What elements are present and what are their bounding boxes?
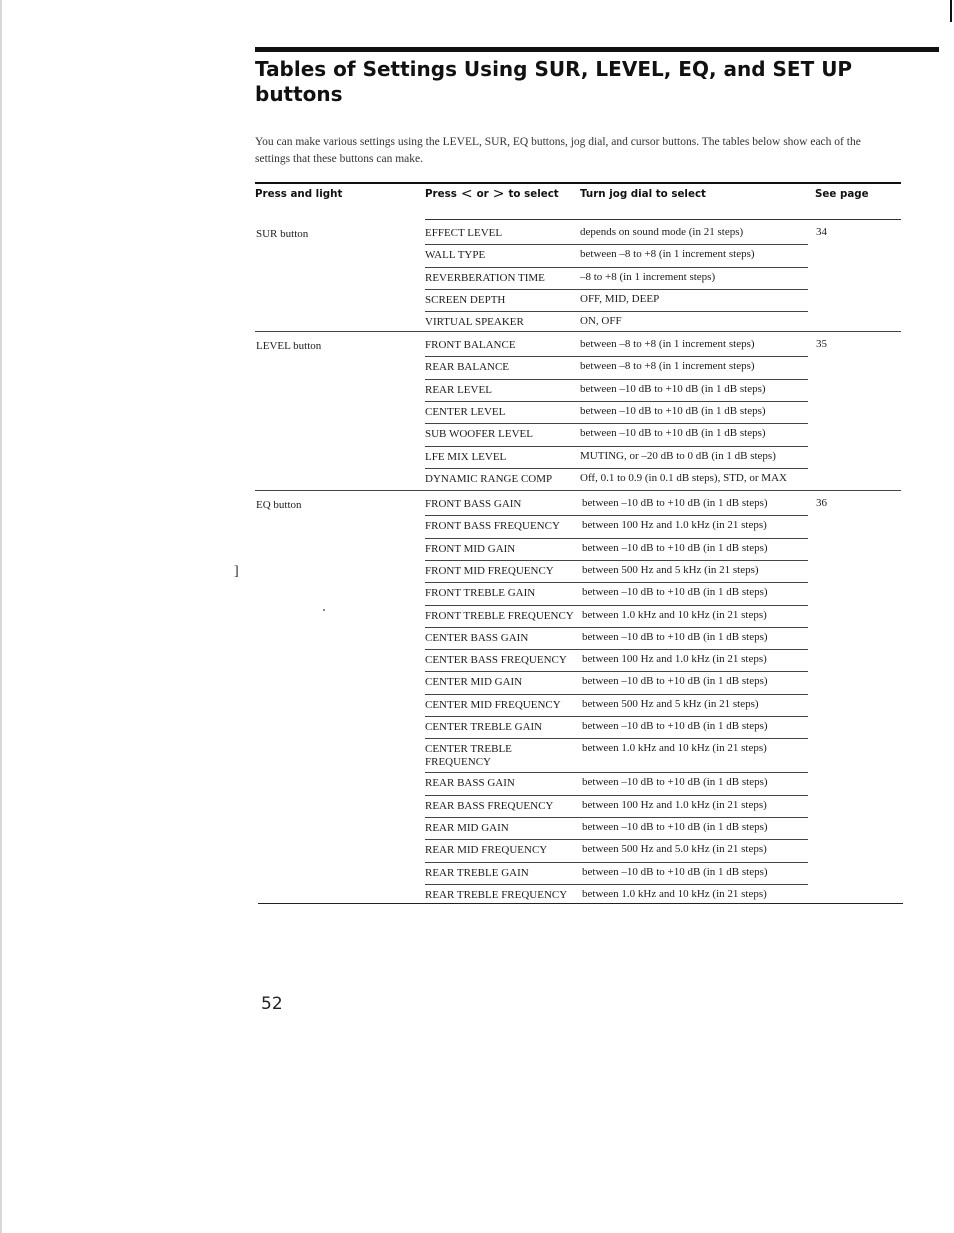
row-divider — [425, 817, 808, 818]
row-divider — [425, 560, 808, 561]
row-divider — [425, 401, 808, 402]
column-header-press-prefix: Press — [425, 188, 457, 200]
header-underline — [425, 219, 901, 220]
setting-name: FRONT BASS GAIN — [425, 498, 522, 510]
setting-range: MUTING, or –20 dB to 0 dB (in 1 dB steps) — [580, 449, 776, 462]
setting-name: REAR TREBLE FREQUENCY — [425, 888, 568, 901]
setting-range: between 100 Hz and 1.0 kHz (in 21 steps) — [582, 798, 767, 811]
column-header-see-page-label: See page — [815, 188, 869, 200]
group-divider — [255, 331, 901, 332]
page-reference: 35 — [816, 338, 827, 350]
row-divider — [425, 515, 808, 516]
setting-name: CENTER MID FREQUENCY — [425, 698, 561, 711]
setting-range: between –10 dB to +10 dB (in 1 dB steps) — [580, 404, 766, 417]
setting-name: REAR LEVEL — [425, 383, 492, 396]
setting-range: ON, OFF — [580, 315, 622, 328]
setting-name: REAR MID GAIN — [425, 821, 509, 834]
scan-speck — [323, 609, 325, 611]
column-header-press-and-light — [255, 188, 342, 200]
row-divider — [425, 289, 808, 290]
setting-range: between 500 Hz and 5 kHz (in 21 steps) — [582, 697, 759, 710]
row-divider — [425, 244, 808, 245]
group-button-label: EQ button — [256, 499, 302, 511]
table-bottom-rule — [258, 903, 903, 904]
setting-range: between 100 Hz and 1.0 kHz (in 21 steps) — [582, 519, 767, 532]
row-divider — [425, 538, 808, 539]
setting-name: EFFECT LEVEL — [425, 227, 503, 239]
setting-name: REAR BASS FREQUENCY — [425, 799, 554, 812]
setting-name: FRONT TREBLE FREQUENCY — [425, 609, 574, 622]
page-reference: 36 — [816, 497, 827, 509]
setting-name: CENTER TREBLE GAIN — [425, 721, 543, 733]
setting-name: CENTER MID GAIN — [425, 676, 523, 689]
row-divider — [425, 468, 808, 469]
column-header-press-or: or — [476, 188, 489, 200]
row-divider — [425, 862, 808, 863]
row-divider — [425, 738, 808, 739]
section-rule — [255, 47, 939, 52]
column-header-press-select — [425, 188, 559, 200]
group-button-label: SUR button — [256, 228, 309, 240]
row-divider — [425, 605, 808, 606]
setting-range: –8 to +8 (in 1 increment steps) — [580, 270, 716, 283]
setting-range: between –8 to +8 (in 1 increment steps) — [580, 338, 755, 350]
setting-range: depends on sound mode (in 21 steps) — [580, 226, 744, 238]
setting-range: between 100 Hz and 1.0 kHz (in 21 steps) — [582, 653, 767, 666]
margin-bracket-mark: ] — [234, 564, 239, 579]
scan-edge — [0, 0, 2, 1233]
setting-name: SUB WOOFER LEVEL — [425, 428, 533, 441]
setting-name: WALL TYPE — [425, 249, 486, 262]
setting-range: between –8 to +8 (in 1 increment steps) — [580, 248, 755, 261]
crop-mark — [950, 0, 952, 22]
setting-range: between –10 dB to +10 dB (in 1 dB steps) — [580, 427, 766, 440]
setting-range: between –10 dB to +10 dB (in 1 dB steps) — [582, 820, 768, 833]
intro-paragraph: You can make various settings using the LEVEL, SUR, EQ buttons, jog dial, and cursor buttons. The tables below show each of the settings that these buttons can make. — [255, 136, 861, 165]
group-button-label: LEVEL button — [256, 340, 322, 352]
setting-range: between –8 to +8 (in 1 increment steps) — [580, 360, 755, 373]
setting-name: FRONT MID GAIN — [425, 542, 516, 555]
row-divider — [425, 356, 808, 357]
row-divider — [425, 311, 808, 312]
column-header-press-suffix: to select — [508, 188, 559, 200]
setting-name: FRONT TREBLE GAIN — [425, 587, 536, 600]
setting-range: between –10 dB to +10 dB (in 1 dB steps) — [582, 776, 768, 789]
group-divider — [255, 490, 901, 491]
setting-range: between –10 dB to +10 dB (in 1 dB steps) — [582, 630, 768, 643]
column-header-jog-dial — [580, 188, 706, 200]
setting-range: between –10 dB to +10 dB (in 1 dB steps) — [582, 865, 768, 878]
setting-range: OFF, MID, DEEP — [580, 292, 660, 305]
setting-name: REAR TREBLE GAIN — [425, 866, 529, 879]
setting-range: between –10 dB to +10 dB (in 1 dB steps) — [582, 720, 768, 732]
row-divider — [425, 839, 808, 840]
row-divider — [425, 716, 808, 717]
setting-range: between 500 Hz and 5.0 kHz (in 21 steps) — [582, 843, 767, 856]
row-divider — [425, 884, 808, 885]
setting-name: CENTER TREBLE FREQUENCY — [425, 743, 512, 769]
row-divider — [425, 627, 808, 628]
row-divider — [425, 446, 808, 447]
row-divider — [425, 649, 808, 650]
setting-range: Off, 0.1 to 0.9 (in 0.1 dB steps), STD, or MAX — [580, 471, 787, 484]
row-divider — [425, 423, 808, 424]
setting-range: between –10 dB to +10 dB (in 1 dB steps) — [582, 497, 768, 509]
setting-name: REAR BASS GAIN — [425, 777, 515, 790]
setting-range: between 1.0 kHz and 10 kHz (in 21 steps) — [582, 742, 767, 755]
setting-range: between 1.0 kHz and 10 kHz (in 21 steps) — [582, 608, 767, 621]
setting-range: between –10 dB to +10 dB (in 1 dB steps) — [582, 586, 768, 599]
chevron-left-icon: < — [460, 186, 473, 202]
column-header-jog-dial-label: Turn jog dial to select — [580, 188, 706, 200]
setting-range: between –10 dB to +10 dB (in 1 dB steps) — [582, 675, 768, 688]
row-divider — [425, 772, 808, 773]
setting-name: LFE MIX LEVEL — [425, 450, 507, 463]
setting-name: FRONT BASS FREQUENCY — [425, 520, 560, 533]
row-divider — [425, 671, 808, 672]
chevron-right-icon: > — [492, 186, 505, 202]
row-divider — [425, 379, 808, 380]
row-divider — [425, 267, 808, 268]
setting-name: CENTER LEVEL — [425, 405, 506, 418]
page-reference: 34 — [816, 226, 827, 238]
setting-name: REAR BALANCE — [425, 361, 510, 374]
setting-name: CENTER BASS FREQUENCY — [425, 654, 567, 667]
page-title: Tables of Settings Using SUR, LEVEL, EQ, and SET UP buttons — [255, 57, 853, 106]
setting-range: between –10 dB to +10 dB (in 1 dB steps) — [580, 382, 766, 395]
setting-name: REVERBERATION TIME — [425, 271, 545, 284]
setting-name: VIRTUAL SPEAKER — [425, 316, 524, 329]
setting-name: CENTER BASS GAIN — [425, 631, 529, 644]
row-divider — [425, 582, 808, 583]
page-number: 52 — [261, 994, 283, 1014]
row-divider — [425, 795, 808, 796]
column-header-see-page — [815, 188, 869, 200]
setting-range: between –10 dB to +10 dB (in 1 dB steps) — [582, 541, 768, 554]
setting-name: FRONT MID FREQUENCY — [425, 564, 554, 577]
setting-range: between 500 Hz and 5 kHz (in 21 steps) — [582, 563, 759, 576]
setting-range: between 1.0 kHz and 10 kHz (in 21 steps) — [582, 887, 767, 900]
column-header-press-and-light-label: Press and light — [255, 188, 343, 200]
table-top-rule — [255, 182, 901, 184]
setting-name: DYNAMIC RANGE COMP — [425, 472, 553, 485]
row-divider — [425, 694, 808, 695]
setting-name: SCREEN DEPTH — [425, 293, 506, 306]
setting-name: FRONT BALANCE — [425, 339, 516, 351]
setting-name: REAR MID FREQUENCY — [425, 844, 548, 857]
